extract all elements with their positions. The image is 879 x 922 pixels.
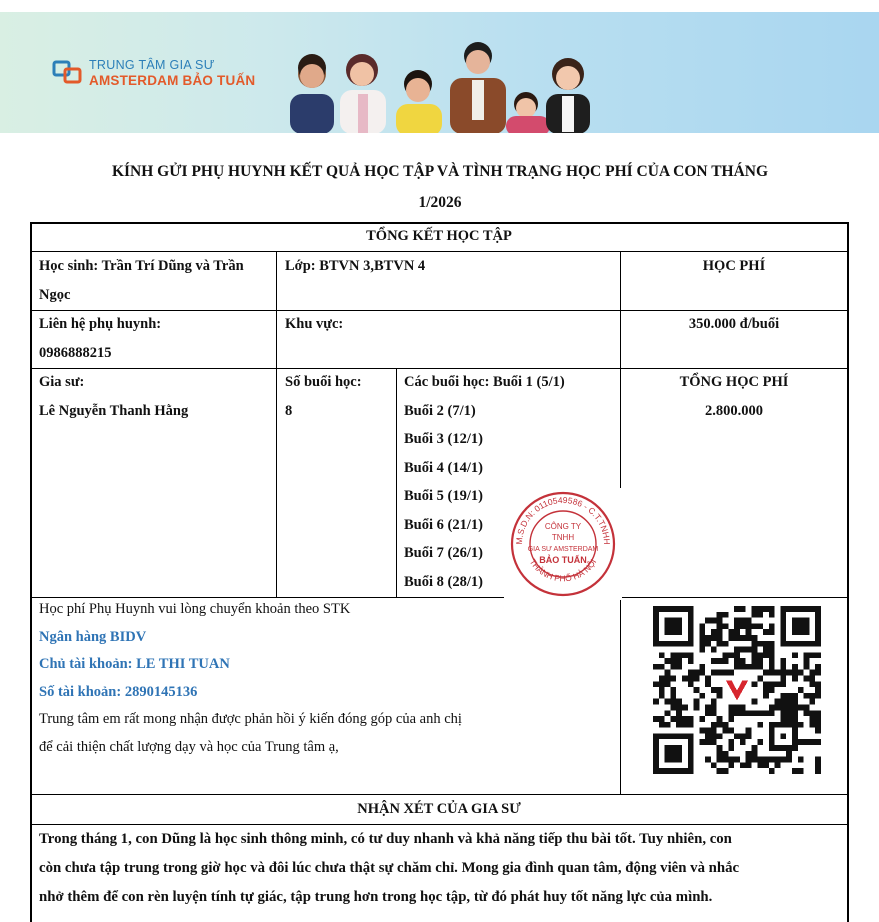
- payment-info: [39, 596, 609, 761]
- review-title: NHẬN XÉT CỦA GIA SƯ: [357, 801, 521, 817]
- bank-name: Ngân hàng BIDV: [39, 628, 147, 645]
- stamp-line-1: CÔNG TY: [544, 522, 582, 531]
- review-line-1: Trong tháng 1, con Dũng là học sinh thông minh, có tư duy nhanh và khả năng tiếp thu bài tốt. Tuy nhiên, con: [39, 831, 732, 847]
- summary-title: TỔNG KẾT HỌC TẬP: [366, 228, 512, 244]
- class-label: Lớp: BTVN 3,BTVN 4: [285, 258, 426, 274]
- logo-line-1: TRUNG TÂM GIA SƯ: [89, 58, 215, 72]
- qr-code: [653, 604, 821, 776]
- contact-phone: 0986888215: [39, 344, 112, 361]
- session-item: Buổi 4 (14/1): [404, 459, 483, 476]
- area-label: Khu vực:: [285, 316, 344, 332]
- stamp-ring-text: M.S.D.N: 0110549586 - C.T.TNHH: [513, 494, 613, 545]
- session-item: Buổi 3 (12/1): [404, 431, 483, 447]
- session-item: Buổi 8 (28/1): [404, 573, 483, 590]
- sessions-count: 8: [285, 402, 293, 419]
- fee-rate: 350.000 đ/buổi: [688, 316, 780, 332]
- session-item: Buổi 7 (26/1): [404, 545, 483, 561]
- heading-line-2: 1/2026: [418, 194, 462, 211]
- feedback-note-1: Trung tâm em rất mong nhận được phản hồi ý kiến đóng góp của anh chị: [39, 711, 462, 727]
- student-info: [39, 252, 274, 309]
- total-fee: [621, 368, 847, 425]
- stamp-line-2: TNHH: [551, 533, 575, 542]
- review-line-3: nhở thêm để con rèn luyện tính tự giác, tập trung hơn trong học tập, từ đó phát huy tốt năng lực của mình.: [39, 889, 713, 905]
- people-photo: [270, 12, 610, 133]
- heading-line-1: KÍNH GỬI PHỤ HUYNH KẾT QUẢ HỌC TẬP VÀ TÌNH TRẠNG HỌC PHÍ CỦA CON THÁNG: [111, 163, 769, 180]
- account-number: Số tài khoản: 2890145136: [39, 683, 198, 700]
- stamp-line-4: BẢO TUẤN: [539, 555, 587, 565]
- review-line-2: còn chưa tập trung trong giờ học và đôi lúc chưa thật sự chăm chỉ. Mong gia đình quan tâm, động viên và nhắc: [39, 860, 740, 876]
- center-logo: [52, 58, 255, 88]
- stamp-bottom-text: THÀNH PHỐ HÀ NỘI: [527, 557, 599, 584]
- parent-contact: [39, 310, 274, 367]
- student-line-1: Học sinh: Trần Trí Dũng và Trần: [39, 258, 244, 274]
- stamp-line-3: GIA SƯ AMSTERDAM: [527, 546, 599, 553]
- logo-icon: [52, 59, 84, 87]
- company-stamp: [504, 488, 622, 600]
- fee-header: HỌC PHÍ: [702, 258, 766, 274]
- session-item: Các buổi học: Buổi 1 (5/1): [404, 374, 565, 390]
- contact-label: Liên hệ phụ huynh:: [39, 316, 162, 332]
- session-item: Buổi 2 (7/1): [404, 402, 476, 419]
- report-table: [30, 222, 848, 922]
- session-item: Buổi 5 (19/1): [404, 488, 483, 504]
- payment-intro: Học phí Phụ Huynh vui lòng chuyển khoản theo STK: [39, 601, 351, 617]
- tutor-info: [39, 368, 274, 425]
- logo-line-2: AMSTERDAM BẢO TUẤN: [89, 73, 256, 88]
- review-text: [39, 825, 844, 912]
- table-rule: [276, 251, 277, 598]
- session-count-info: [285, 368, 395, 425]
- table-rule: [396, 368, 397, 598]
- session-item: Buổi 6 (21/1): [404, 516, 483, 533]
- student-line-2: Ngọc: [39, 286, 71, 303]
- sessions-label: Số buổi học:: [285, 374, 362, 390]
- feedback-note-2: để cải thiện chất lượng dạy và học của Trung tâm ạ,: [39, 738, 339, 755]
- total-label: TỔNG HỌC PHÍ: [679, 374, 789, 390]
- header-banner: [0, 12, 879, 133]
- total-value: 2.800.000: [705, 402, 763, 419]
- tutor-name: Lê Nguyễn Thanh Hằng: [39, 402, 189, 419]
- tutor-label: Gia sư:: [39, 374, 85, 390]
- report-heading: [30, 158, 850, 217]
- account-holder: Chủ tài khoản: LE THI TUAN: [39, 656, 230, 672]
